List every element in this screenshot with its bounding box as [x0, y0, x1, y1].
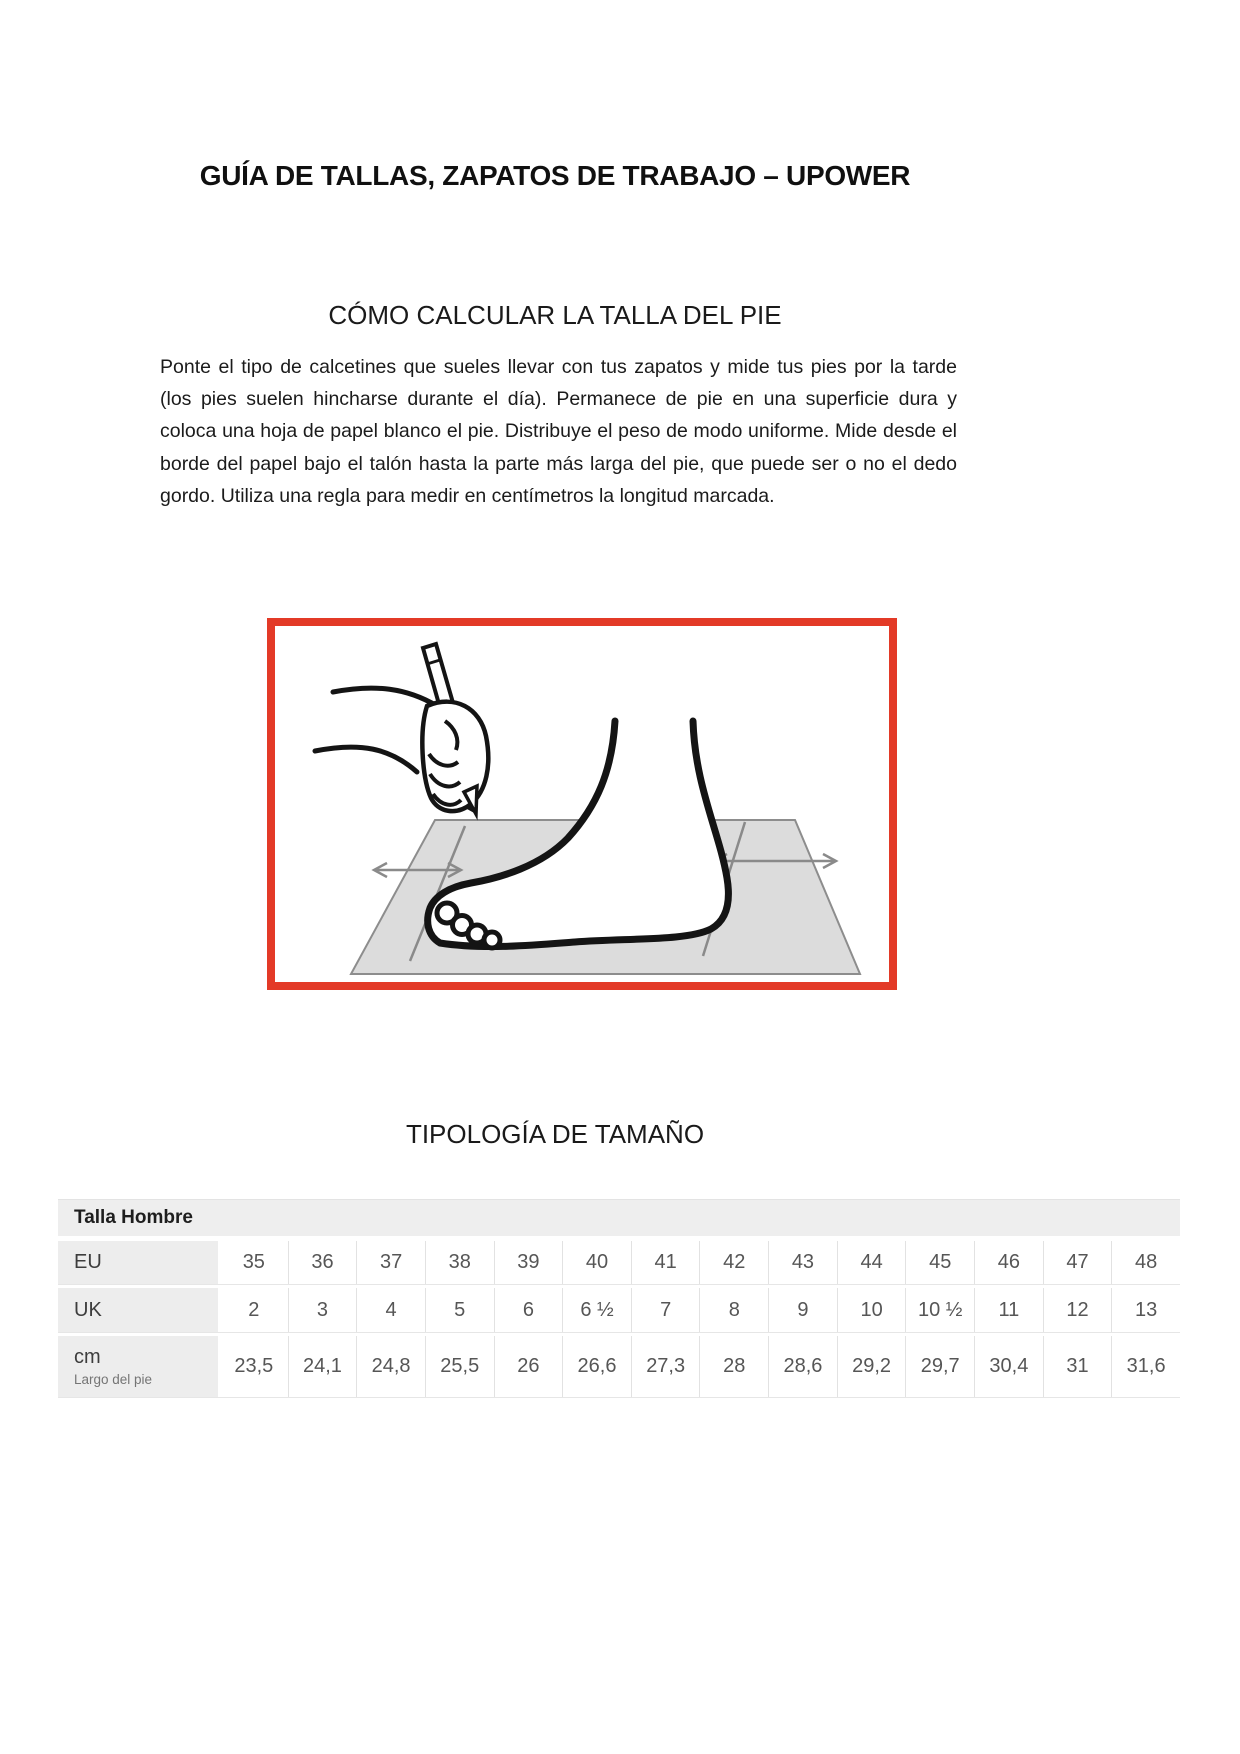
size-cell: 29,7	[905, 1336, 974, 1397]
size-cell: 26	[494, 1336, 563, 1397]
size-cell: 29,2	[837, 1336, 906, 1397]
size-cell: 42	[699, 1241, 768, 1284]
size-cell: 11	[974, 1288, 1043, 1332]
size-cell: 6	[494, 1288, 563, 1332]
size-cell: 39	[494, 1241, 563, 1284]
size-cell: 48	[1111, 1241, 1180, 1284]
page-title: GUÍA DE TALLAS, ZAPATOS DE TRABAJO – UPOWER	[199, 159, 911, 191]
size-cell: 8	[699, 1288, 768, 1332]
section-heading-como-calcular: CÓMO CALCULAR LA TALLA DEL PIE	[328, 299, 782, 330]
section-heading-tipologia: TIPOLOGÍA DE TAMAÑO	[405, 1118, 705, 1149]
size-cell: 4	[356, 1288, 425, 1332]
row-label-eu: EU	[58, 1241, 218, 1284]
size-cell: 47	[1043, 1241, 1112, 1284]
row-label-uk: UK	[58, 1288, 218, 1332]
size-cell: 25,5	[425, 1336, 494, 1397]
size-cell: 46	[974, 1241, 1043, 1284]
table-row-cm	[58, 1336, 1180, 1398]
size-cell: 28,6	[768, 1336, 837, 1397]
size-cell: 31,6	[1111, 1336, 1180, 1397]
size-cell: 45	[905, 1241, 974, 1284]
size-cell: 31	[1043, 1336, 1112, 1397]
intro-paragraph: Ponte el tipo de calcetines que sueles llevar con tus zapatos y mide tus pies por la tarde (los pies suelen hincharse durante el día). Permanece de pie en una superficie dura y coloca una hoja de papel blanco el pie. Distribuye el peso de modo uniforme. Mide desde el borde del papel bajo el talón hasta la parte más larga del pie, que puede ser o no el dedo gordo. Utiliza una regla para medir en centímetros la longitud marcada.	[160, 355, 957, 508]
foot-tracing-drawing	[275, 626, 889, 982]
size-cell: 9	[768, 1288, 837, 1332]
row-sublabel-largo-del-pie: Largo del pie	[74, 1372, 153, 1387]
size-table-title: Talla Hombre	[58, 1199, 1180, 1236]
size-cell: 30,4	[974, 1336, 1043, 1397]
size-cell: 44	[837, 1241, 906, 1284]
table-row-eu	[58, 1241, 1180, 1285]
size-cell: 10 ½	[905, 1288, 974, 1332]
size-cell: 37	[356, 1241, 425, 1284]
size-cell: 13	[1111, 1288, 1180, 1332]
size-cell: 5	[425, 1288, 494, 1332]
size-cell: 12	[1043, 1288, 1112, 1332]
size-cell: 40	[562, 1241, 631, 1284]
size-cell: 23,5	[218, 1336, 288, 1397]
size-cell: 24,8	[356, 1336, 425, 1397]
size-table	[58, 1199, 1180, 1401]
size-cell: 43	[768, 1241, 837, 1284]
size-cell: 2	[218, 1288, 288, 1332]
size-cell: 6 ½	[562, 1288, 631, 1332]
size-cell: 28	[699, 1336, 768, 1397]
size-cell: 38	[425, 1241, 494, 1284]
size-cell: 35	[218, 1241, 288, 1284]
size-cell: 24,1	[288, 1336, 357, 1397]
size-cell: 41	[631, 1241, 700, 1284]
size-cell: 27,3	[631, 1336, 700, 1397]
table-row-uk	[58, 1288, 1180, 1333]
size-cell: 10	[837, 1288, 906, 1332]
size-cell: 36	[288, 1241, 357, 1284]
size-cell: 3	[288, 1288, 357, 1332]
foot-measuring-illustration	[267, 618, 897, 990]
row-label-cm: cm Largo del pie	[58, 1336, 218, 1397]
size-cell: 26,6	[562, 1336, 631, 1397]
size-cell: 7	[631, 1288, 700, 1332]
hand-with-pencil-drawing	[315, 644, 488, 814]
